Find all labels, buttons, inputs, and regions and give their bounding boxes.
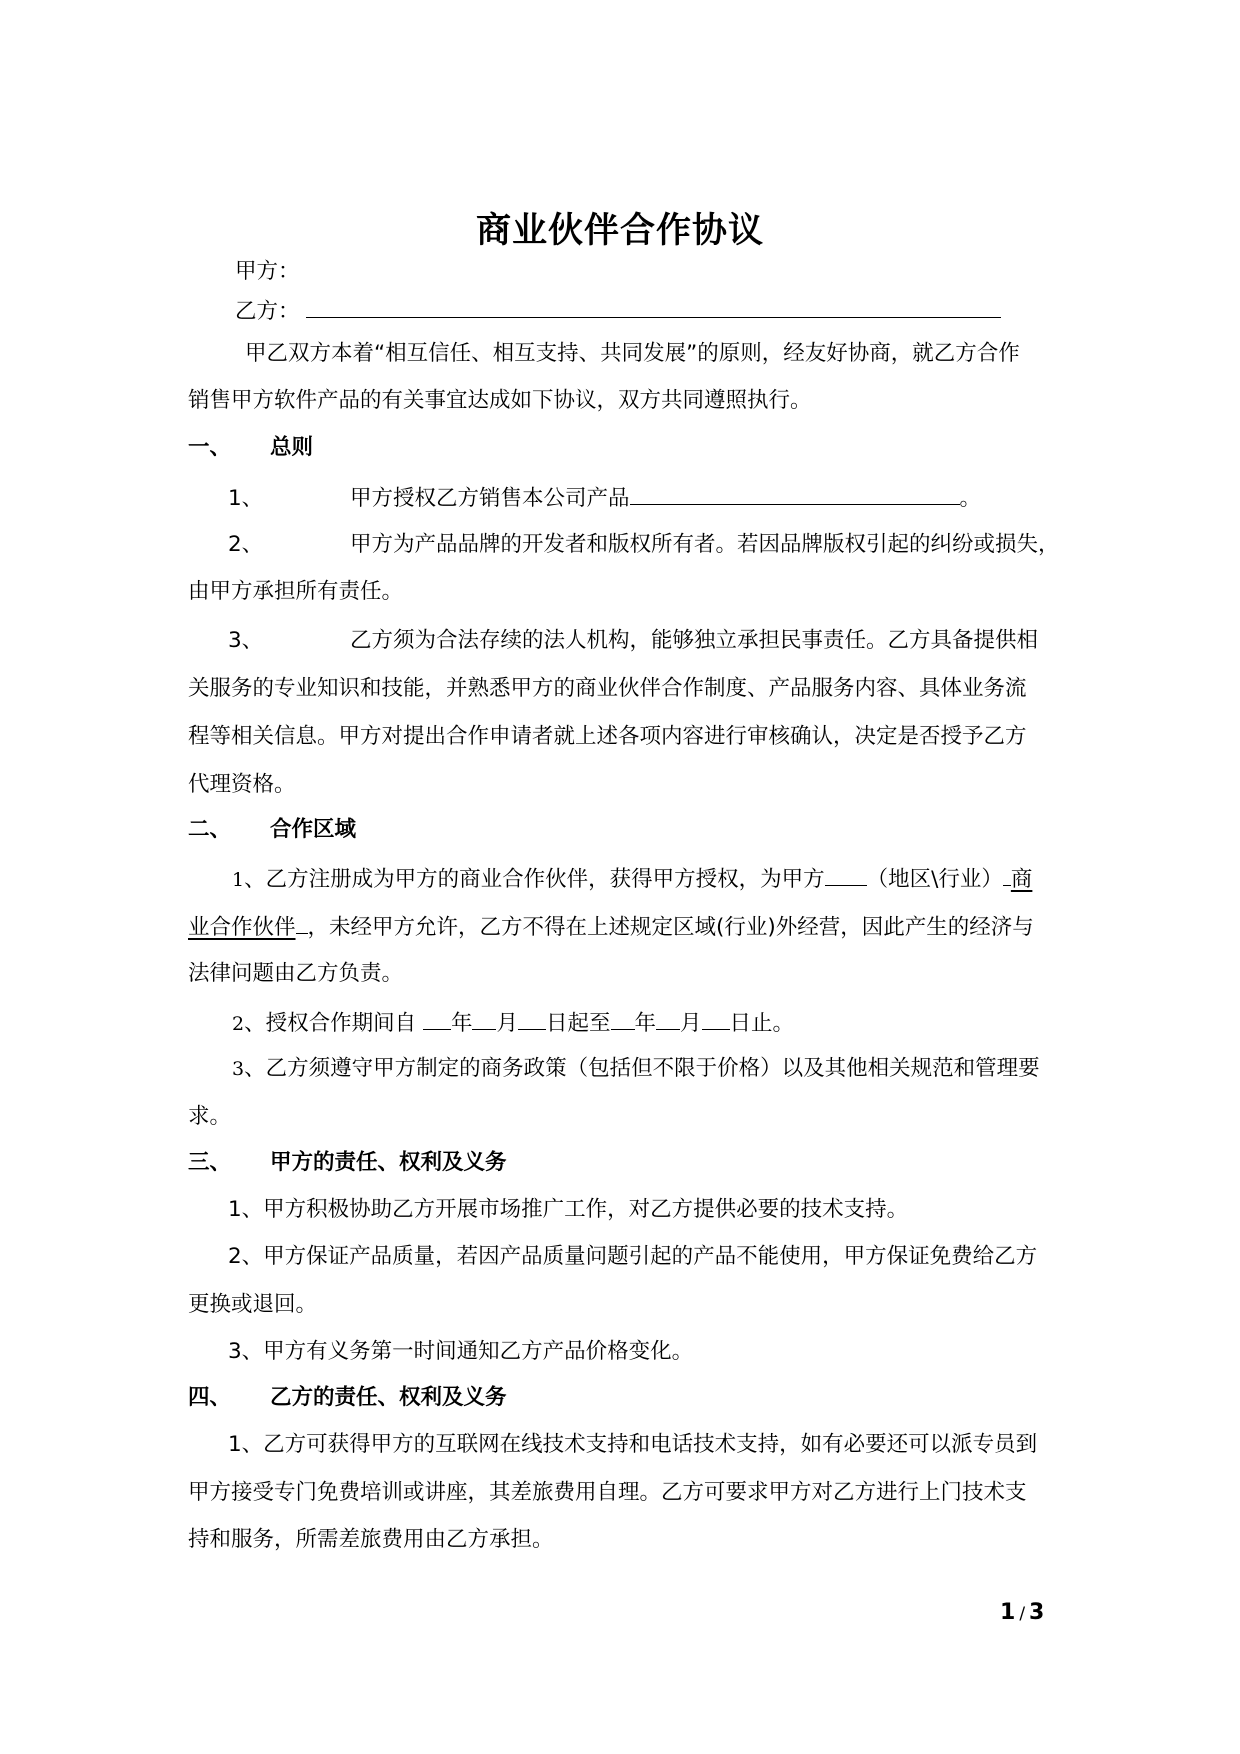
clause-1-1 (228, 482, 981, 514)
page-total: 3 (1029, 1600, 1045, 1625)
party-a-label: 甲方： (235, 259, 300, 284)
clause-number: 2 (232, 1013, 245, 1035)
section-title: 乙方的责任、权利及义务 (270, 1385, 507, 1410)
clause-3-1: 1、甲方积极协助乙方开展市场推广工作，对乙方提供必要的技术支持。 (228, 1197, 909, 1222)
document-title: 商业伙伴合作协议 (475, 211, 764, 251)
end-day-label: 日止。 (729, 1011, 795, 1036)
section-title: 合作区域 (270, 817, 357, 842)
clause-text: 、授权合作期间自 (244, 1011, 417, 1036)
month-blank (656, 1007, 680, 1030)
clause-1-3-cont-2: 程等相关信息。甲方对提出合作申请者就上述各项内容进行审核确认，决定是否授予乙方 (188, 724, 1027, 749)
region-blank (825, 863, 867, 886)
region-blank-2 (1003, 863, 1011, 886)
section-heading-3 (188, 1148, 507, 1178)
start-day-label: 日起至 (545, 1011, 611, 1036)
section-number: 四、 (188, 1385, 232, 1410)
clause-number: 3、 (228, 628, 264, 653)
year-blank (611, 1007, 635, 1030)
section-number: 二、 (188, 817, 232, 842)
clause-text: （地区\行业） (866, 867, 1003, 892)
clause-1-3-cont-3: 代理资格。 (188, 772, 296, 797)
page-current: 1 (1000, 1600, 1016, 1625)
year-blank (423, 1007, 451, 1030)
intro-line-1: 甲乙双方本着“相互信任、相互支持、共同发展”的原则，经友好协商，就乙方合作 (245, 341, 1020, 366)
clause-text: 、乙方注册成为甲方的商业合作伙伴，获得甲方授权，为甲方 (244, 867, 825, 892)
clause-number: 1 (232, 869, 245, 891)
clause-text: 、乙方须遵守甲方制定的商务政策（包括但不限于价格）以及其他相关规范和管理要 (244, 1056, 1040, 1081)
clause-3-3: 3、甲方有义务第一时间通知乙方产品价格变化。 (228, 1339, 694, 1364)
day-blank (702, 1007, 730, 1030)
clause-2-2 (232, 1007, 794, 1039)
section-number: 一、 (188, 435, 232, 460)
clause-1-2 (228, 530, 1060, 560)
clause-1-2-cont: 由甲方承担所有责任。 (188, 579, 404, 604)
clause-text: 甲方授权乙方销售本公司产品 (350, 486, 630, 511)
section-number: 三、 (188, 1150, 232, 1175)
clause-3-2: 2、甲方保证产品质量，若因产品质量问题引起的产品不能使用，甲方保证免费给乙方 (228, 1244, 1038, 1269)
intro-line-2: 销售甲方软件产品的有关事宜达成如下协议，双方共同遵照执行。 (188, 388, 812, 413)
party-a-line (235, 257, 300, 287)
section-title: 总则 (270, 435, 314, 460)
clause-1-3 (228, 626, 1038, 656)
clause-1-3-cont-1: 关服务的专业知识和技能，并熟悉甲方的商业伙伴合作制度、产品服务内容、具体业务流 (188, 676, 1027, 701)
year-label: 年 (450, 1011, 473, 1036)
clause-4-1-cont-1: 甲方接受专门免费培训或讲座，其差旅费用自理。乙方可要求甲方对乙方进行上门技术支 (188, 1480, 1027, 1505)
section-heading-1 (188, 433, 313, 463)
month-blank (472, 1007, 496, 1030)
clause-4-1: 1、乙方可获得甲方的互联网在线技术支持和电话技术支持，如有必要还可以派专员到 (228, 1432, 1038, 1457)
clause-2-1-cont-2: 法律问题由乙方负责。 (188, 961, 404, 986)
clause-2-1-cont-1 (188, 911, 1034, 943)
page-number (1000, 1600, 1044, 1625)
section-heading-2 (188, 815, 356, 845)
clause-text: 商 (1010, 867, 1033, 892)
partner-type-text: 业合作伙伴 (188, 915, 296, 940)
party-b-label: 乙方： (235, 299, 300, 324)
partner-type-blank (296, 911, 308, 934)
section-heading-4 (188, 1383, 507, 1413)
party-b-blank (306, 295, 1001, 318)
clause-number: 2、 (228, 532, 264, 557)
clause-text: 乙方须为合法存续的法人机构，能够独立承担民事责任。乙方具备提供相 (350, 628, 1039, 653)
clause-text: ，未经甲方允许，乙方不得在上述规定区域(行业)外经营，因此产生的经济与 (307, 915, 1034, 940)
clause-2-1 (232, 863, 1032, 895)
clause-3-2-cont: 更换或退回。 (188, 1292, 318, 1317)
clause-number: 1、 (228, 486, 264, 511)
day-blank (518, 1007, 546, 1030)
page-separator: / (1019, 1604, 1026, 1624)
month-label: 月 (496, 1011, 518, 1036)
clause-end: 。 (959, 486, 982, 511)
clause-4-1-cont-2: 持和服务，所需差旅费用由乙方承担。 (188, 1527, 554, 1552)
product-blank (630, 482, 960, 505)
clause-2-3 (232, 1054, 1040, 1084)
year-label: 年 (634, 1011, 657, 1036)
section-title: 甲方的责任、权利及义务 (270, 1150, 507, 1175)
party-b-line (235, 295, 1001, 327)
clause-text: 甲方为产品品牌的开发者和版权所有者。若因品牌版权引起的纠纷或损失， (350, 532, 1060, 557)
month-label: 月 (680, 1011, 702, 1036)
clause-number: 3 (232, 1058, 245, 1080)
clause-2-3-cont: 求。 (188, 1104, 232, 1129)
